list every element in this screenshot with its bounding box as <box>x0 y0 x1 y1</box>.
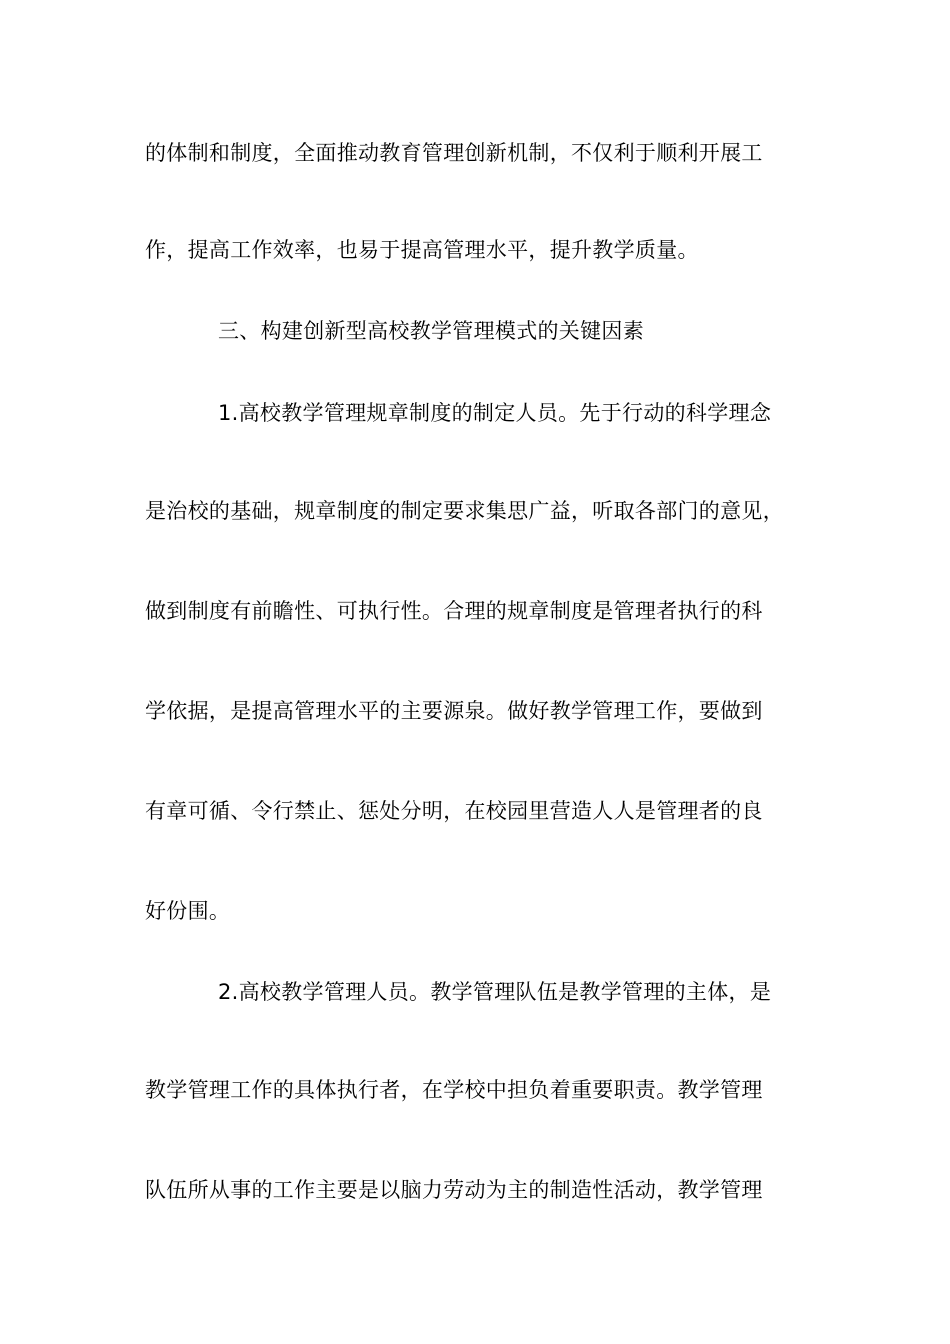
paragraph-line: 教学管理工作的具体执行者，在学校中担负着重要职责。教学管理 <box>145 1078 763 1102</box>
paragraph-line: 2.高校教学管理人员。教学管理队伍是教学管理的主体，是 <box>218 980 772 1004</box>
paragraph-line: 有章可循、令行禁止、惩处分明，在校园里营造人人是管理者的良 <box>145 799 763 823</box>
paragraph-line: 是治校的基础，规章制度的制定要求集思广益，听取各部门的意见， <box>145 499 784 523</box>
paragraph-line: 队伍所从事的工作主要是以脑力劳动为主的制造性活动，教学管理 <box>145 1178 763 1202</box>
paragraph-line: 好份围。 <box>145 899 231 923</box>
paragraph-line: 学依据，是提高管理水平的主要源泉。做好教学管理工作，要做到 <box>145 699 763 723</box>
paragraph-line: 做到制度有前瞻性、可执行性。合理的规章制度是管理者执行的科 <box>145 599 763 623</box>
paragraph-line: 的体制和制度，全面推动教育管理创新机制，不仅利于顺利开展工 <box>145 141 763 165</box>
section-heading: 三、构建创新型高校教学管理模式的关键因素 <box>218 319 644 343</box>
paragraph-line: 作，提高工作效率，也易于提高管理水平，提升教学质量。 <box>145 238 699 262</box>
paragraph-line: 1.高校教学管理规章制度的制定人员。先于行动的科学理念 <box>218 401 772 425</box>
